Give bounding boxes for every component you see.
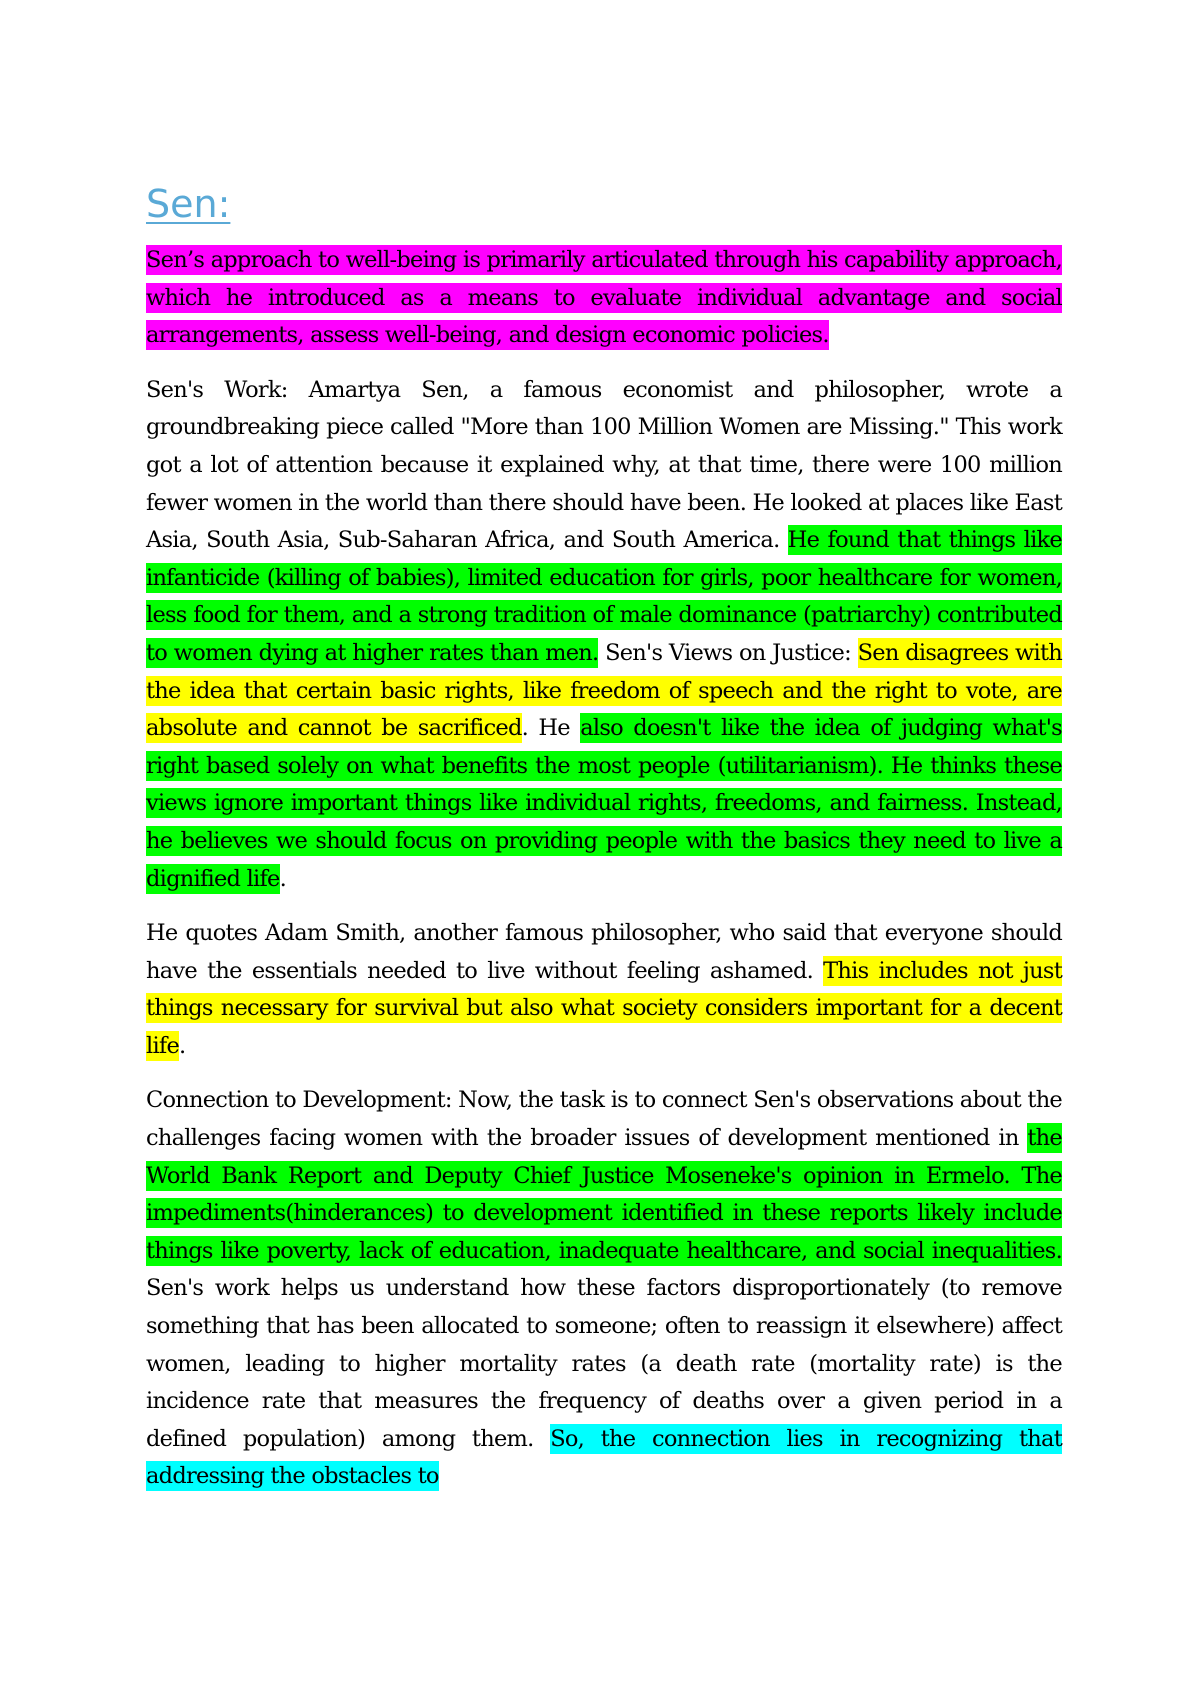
text-run: Sen's Views on Justice: — [598, 639, 858, 666]
highlight-yellow: This includes not just things necessary for survival but also what society considers important for a decent life — [146, 957, 1062, 1059]
text-run: Connection to Development: Now, the task is to connect Sen's observations about the challenges facing women with the broader issues of development mentioned in — [146, 1087, 1062, 1152]
highlight-yellow: Sen disagrees with the idea that certain basic rights, like freedom of speech and the right to vote, are absolute and cannot be sacrificed — [146, 639, 1063, 742]
highlight-green: He found that things like infanticide (killing of babies), limited education for girls, poor healthcare for women, less food for them, and a strong tradition of male dominance (patriarchy) contributed to women dying at higher rates than men. — [146, 527, 1063, 666]
paragraph-capability-approach — [146, 242, 1062, 355]
text-run: . — [179, 1032, 186, 1059]
paragraph-adam-smith — [146, 915, 1062, 1065]
paragraph-connection-to-development — [146, 1082, 1062, 1496]
text-run: . He — [521, 715, 581, 742]
paragraph-sens-work — [146, 372, 1062, 898]
text-run: He quotes Adam Smith, another famous philosopher, who said that everyone should have the essentials needed to live without feeling ashamed. — [146, 920, 1062, 984]
text-run: . — [279, 865, 287, 892]
text-run: Sen's Work: Amartya Sen, a famous economist and philosopher, wrote a groundbreaking piece called "More than 100 Million Women are Missing." This work got a lot of attention because it explained why, at that time, there were 100 million fewer women in the world than there should have been. He looked at places like East Asia, South Asia, Sub-Saharan Africa, and South America. — [146, 376, 1062, 554]
highlight-green: also doesn't like the idea of judging what's right based solely on what benefits the most people (utilitarianism). He thinks these views ignore important things like individual rights, freedoms, and fairness. Instead, he believes we should focus on providing people with the basics they need to live a dignified life — [146, 715, 1062, 892]
highlight-green: the World Bank Report and Deputy Chief Justice Moseneke's opinion in Ermelo. The impediments(hinderances) to development identified in these reports likely include things like poverty, lack of education, inadequate healthcare, and social inequalities. — [146, 1125, 1062, 1264]
highlight-cyan: So, the connection lies in recognizing that addressing the obstacles to — [146, 1425, 1062, 1490]
document-page — [146, 178, 1062, 1513]
document-heading: Sen: — [146, 182, 231, 226]
text-run: Sen's work helps us understand how these factors disproportionately (to remove something that has been allocated to someone; often to reassign it elsewhere) affect women, leading to higher mortality rates (a death rate (mortality rate) is the incidence rate that measures the frequency of deaths over a given period in a defined population) among them. — [146, 1275, 1062, 1452]
highlight-magenta: Sen’s approach to well-being is primarily articulated through his capability approach, which he introduced as a means to evaluate individual advantage and social arrangements, assess well-being, and design economic policies. — [146, 247, 1062, 349]
